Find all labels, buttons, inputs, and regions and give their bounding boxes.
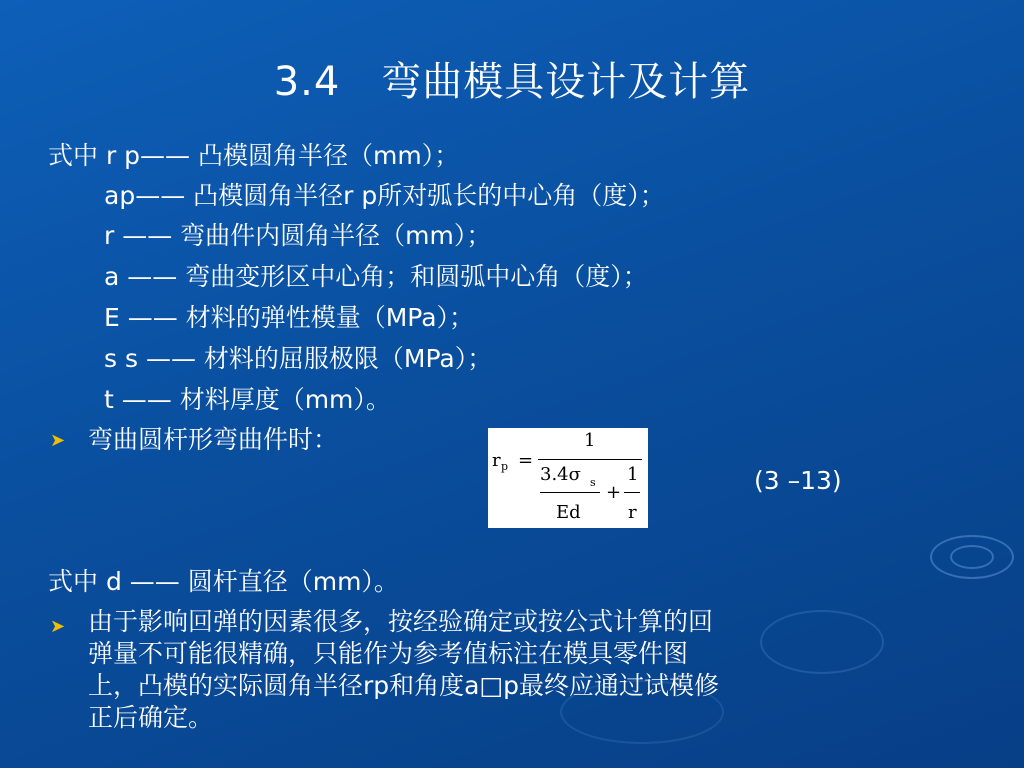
formula-term1-bar	[540, 492, 600, 493]
definition-r: r —— 弯曲件内圆角半径（mm）；	[104, 221, 492, 250]
definition-rp: 式中 r p—— 凸模圆角半径（mm）；	[48, 141, 460, 170]
formula-term1-sub: s	[590, 476, 596, 489]
bullet-paragraph	[88, 606, 948, 734]
formula-equals: =	[518, 450, 534, 471]
formula-main-bar	[538, 459, 642, 460]
formula-lhs: r	[492, 450, 501, 471]
definition-e: E —— 材料的弹性模量（MPa）；	[104, 303, 475, 332]
ripple-decoration	[950, 545, 994, 569]
arrow-bullet-icon: ➤	[50, 430, 66, 451]
formula-lhs-sub: p	[501, 460, 509, 473]
formula-image	[488, 428, 648, 528]
arrow-bullet-icon: ➤	[50, 616, 66, 637]
definition-a: a —— 弯曲变形区中心角；和圆弧中心角（度）；	[104, 262, 648, 291]
formula-plus: +	[606, 482, 622, 503]
paragraph-line: 正后确定。	[88, 703, 214, 732]
formula-term2-num: 1	[627, 464, 639, 485]
paragraph-line: 上，凸模的实际圆角半径rp和角度a□p最终应通过试模修	[88, 671, 719, 700]
definition-t: t —— 材料厚度（mm）。	[104, 385, 391, 414]
formula-term2-den: r	[628, 502, 637, 523]
definition-d: 式中 d —— 圆杆直径（mm）。	[48, 567, 399, 596]
bullet-text-round-bar: 弯曲圆杆形弯曲件时：	[88, 425, 339, 454]
formula-term2-bar	[624, 492, 640, 493]
definition-ss: s s —— 材料的屈服极限（MPa）；	[104, 344, 493, 373]
slide-title: 3.4 弯曲模具设计及计算	[273, 59, 751, 105]
equation-number: (3 –13)	[754, 466, 842, 495]
formula-term1-num: 3.4σ	[540, 464, 581, 485]
paragraph-line: 弹量不可能很精确，只能作为参考值标注在模具零件图	[88, 639, 689, 668]
formula-term1-den: Ed	[556, 502, 581, 523]
definition-ap: ap—— 凸模圆角半径r p所对弧长的中心角（度）；	[104, 181, 665, 210]
formula-numerator: 1	[584, 430, 596, 451]
paragraph-line: 由于影响回弹的因素很多，按经验确定或按公式计算的回	[88, 607, 714, 636]
